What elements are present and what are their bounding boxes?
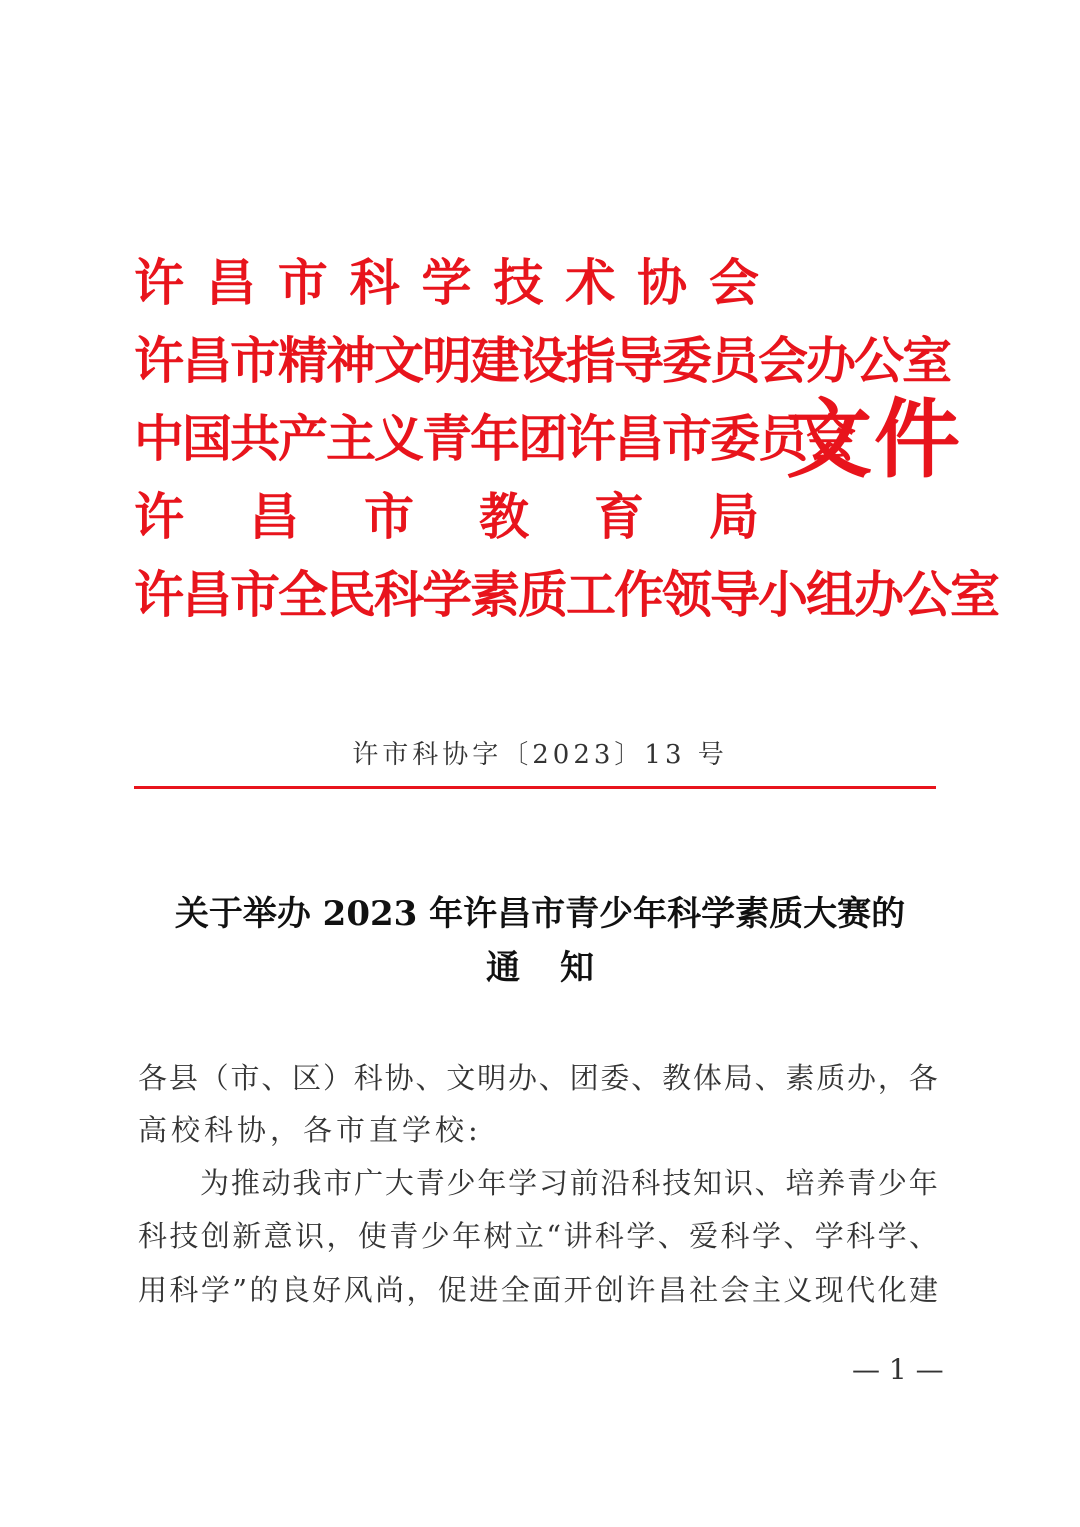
glyph: 尚 xyxy=(375,1273,405,1307)
body-line-5 xyxy=(138,1270,938,1310)
glyph: 、 xyxy=(538,1061,568,1095)
document-title-line1: 关于举办 2023 年许昌市青少年科学素质大赛的 xyxy=(174,894,906,934)
glyph: 、 xyxy=(415,1061,445,1095)
glyph: 明 xyxy=(477,1061,507,1095)
glyph: 学 xyxy=(200,1273,230,1307)
glyph: 代 xyxy=(846,1273,876,1307)
glyph: 协 xyxy=(384,1061,414,1095)
glyph: 、 xyxy=(754,1166,784,1200)
glyph: 教 xyxy=(479,488,529,546)
doc-type-label: 文件 xyxy=(786,390,962,490)
glyph: 学 xyxy=(814,1219,844,1253)
issuer-tuanshiwei: 中国共产主义青年团许昌市委员会 xyxy=(134,410,854,468)
glyph: 少 xyxy=(877,1166,907,1200)
glyph: 、 xyxy=(783,1219,813,1253)
glyph: 昌 xyxy=(249,488,299,546)
glyph: 许 xyxy=(134,488,184,546)
glyph: 前 xyxy=(569,1166,599,1200)
glyph: 、 xyxy=(908,1219,938,1253)
glyph: ， xyxy=(406,1273,436,1307)
glyph: 科 xyxy=(138,1219,168,1253)
glyph: 讲 xyxy=(563,1219,593,1253)
glyph: 爱 xyxy=(689,1219,719,1253)
issuer-kexie xyxy=(134,252,759,314)
glyph: 科 xyxy=(846,1219,876,1253)
glyph: 促 xyxy=(437,1273,467,1307)
glyph: 年 xyxy=(477,1166,507,1200)
glyph: 市 xyxy=(323,1166,353,1200)
glyph: 少 xyxy=(446,1166,476,1200)
glyph: 会 xyxy=(709,254,759,312)
glyph: 主 xyxy=(751,1273,781,1307)
glyph: 局 xyxy=(723,1061,753,1095)
glyph: 识 xyxy=(723,1166,753,1200)
glyph: 意 xyxy=(263,1219,293,1253)
glyph: 年 xyxy=(908,1166,938,1200)
glyph: 学 xyxy=(751,1219,781,1253)
glyph: 市 xyxy=(277,254,328,312)
glyph: 团 xyxy=(569,1061,599,1095)
glyph: 教 xyxy=(662,1061,692,1095)
glyph: 科 xyxy=(631,1166,661,1200)
body-line-3 xyxy=(138,1163,938,1203)
glyph: 推 xyxy=(230,1166,260,1200)
glyph: 许 xyxy=(134,254,184,312)
glyph: 识 xyxy=(295,1219,325,1253)
glyph: 委 xyxy=(600,1061,630,1095)
glyph: 科 xyxy=(169,1273,199,1307)
glyph: 习 xyxy=(538,1166,568,1200)
glyph: 体 xyxy=(692,1061,722,1095)
glyph: 大 xyxy=(384,1166,414,1200)
glyph: （ xyxy=(199,1061,229,1095)
glyph: 科 xyxy=(720,1219,750,1253)
glyph: 区 xyxy=(292,1061,322,1095)
red-divider xyxy=(134,786,936,789)
glyph: 面 xyxy=(532,1273,562,1307)
glyph: 昌 xyxy=(657,1273,687,1307)
glyph: 学 xyxy=(877,1219,907,1253)
glyph: 学 xyxy=(421,254,472,312)
glyph: 育 xyxy=(594,488,644,546)
glyph: 办 xyxy=(507,1061,537,1095)
glyph: 进 xyxy=(469,1273,499,1307)
issuer-wenmingban: 许昌市精神文明建设指导委员会办公室 xyxy=(134,332,950,390)
glyph: 办 xyxy=(847,1061,877,1095)
body-line-1 xyxy=(138,1058,938,1098)
glyph: 各 xyxy=(138,1061,168,1095)
glyph: 沿 xyxy=(600,1166,630,1200)
glyph: 使 xyxy=(357,1219,387,1253)
document-number: 许市科协字〔2023〕13 号 xyxy=(352,740,728,770)
glyph: 年 xyxy=(452,1219,482,1253)
document-title-line2: 通知 xyxy=(486,948,634,988)
glyph: 协 xyxy=(637,254,688,312)
glyph: 养 xyxy=(816,1166,846,1200)
glyph: 义 xyxy=(783,1273,813,1307)
glyph: 、 xyxy=(657,1219,687,1253)
glyph: 风 xyxy=(343,1273,373,1307)
glyph: 用 xyxy=(138,1273,168,1307)
glyph: 市 xyxy=(364,488,414,546)
glyph: 会 xyxy=(720,1273,750,1307)
glyph: 术 xyxy=(565,254,616,312)
glyph: 化 xyxy=(877,1273,907,1307)
glyph: 科 xyxy=(594,1219,624,1253)
glyph: 培 xyxy=(785,1166,815,1200)
glyph: 动 xyxy=(261,1166,291,1200)
glyph: 科 xyxy=(349,254,400,312)
glyph: 昌 xyxy=(205,254,256,312)
glyph: 社 xyxy=(689,1273,719,1307)
glyph: 局 xyxy=(709,488,759,546)
glyph: 技 xyxy=(662,1166,692,1200)
glyph: ， xyxy=(326,1219,356,1253)
glyph: 广 xyxy=(354,1166,384,1200)
glyph: 县 xyxy=(168,1061,198,1095)
glyph: 学 xyxy=(626,1219,656,1253)
glyph: 、 xyxy=(754,1061,784,1095)
glyph: 许 xyxy=(626,1273,656,1307)
glyph: 科 xyxy=(353,1061,383,1095)
glyph: 现 xyxy=(814,1273,844,1307)
glyph: 我 xyxy=(292,1166,322,1200)
body-line-4 xyxy=(138,1216,938,1256)
body-line-2: 高校科协，各市直学校: xyxy=(138,1113,482,1147)
glyph: 青 xyxy=(847,1166,877,1200)
glyph: 全 xyxy=(500,1273,530,1307)
glyph: 新 xyxy=(232,1219,262,1253)
glyph: 创 xyxy=(594,1273,624,1307)
glyph: 好 xyxy=(312,1273,342,1307)
glyph: 创 xyxy=(200,1219,230,1253)
glyph: ” xyxy=(232,1273,248,1307)
glyph: 建 xyxy=(908,1273,938,1307)
glyph: 质 xyxy=(816,1061,846,1095)
glyph: 树 xyxy=(483,1219,513,1253)
glyph: 青 xyxy=(389,1219,419,1253)
glyph: 少 xyxy=(420,1219,450,1253)
glyph: 技 xyxy=(169,1219,199,1253)
glyph: 文 xyxy=(446,1061,476,1095)
glyph: 学 xyxy=(508,1166,538,1200)
glyph: 各 xyxy=(908,1061,938,1095)
page-number: — 1 — xyxy=(852,1353,944,1386)
issuer-suzhiban: 许昌市全民科学素质工作领导小组办公室 xyxy=(134,566,998,624)
issuer-jiaoyuju xyxy=(134,486,759,548)
glyph: “ xyxy=(546,1219,562,1253)
glyph: 市 xyxy=(230,1061,260,1095)
document-header xyxy=(134,252,998,632)
glyph: 青 xyxy=(415,1166,445,1200)
glyph: 素 xyxy=(785,1061,815,1095)
glyph: 良 xyxy=(280,1273,310,1307)
glyph: 、 xyxy=(261,1061,291,1095)
glyph: ， xyxy=(877,1061,907,1095)
glyph: 开 xyxy=(563,1273,593,1307)
glyph: 知 xyxy=(693,1166,723,1200)
glyph: 立 xyxy=(514,1219,544,1253)
glyph: ） xyxy=(322,1061,352,1095)
glyph: 的 xyxy=(249,1273,279,1307)
glyph: 为 xyxy=(200,1166,230,1200)
glyph: 技 xyxy=(493,254,544,312)
glyph: 、 xyxy=(631,1061,661,1095)
